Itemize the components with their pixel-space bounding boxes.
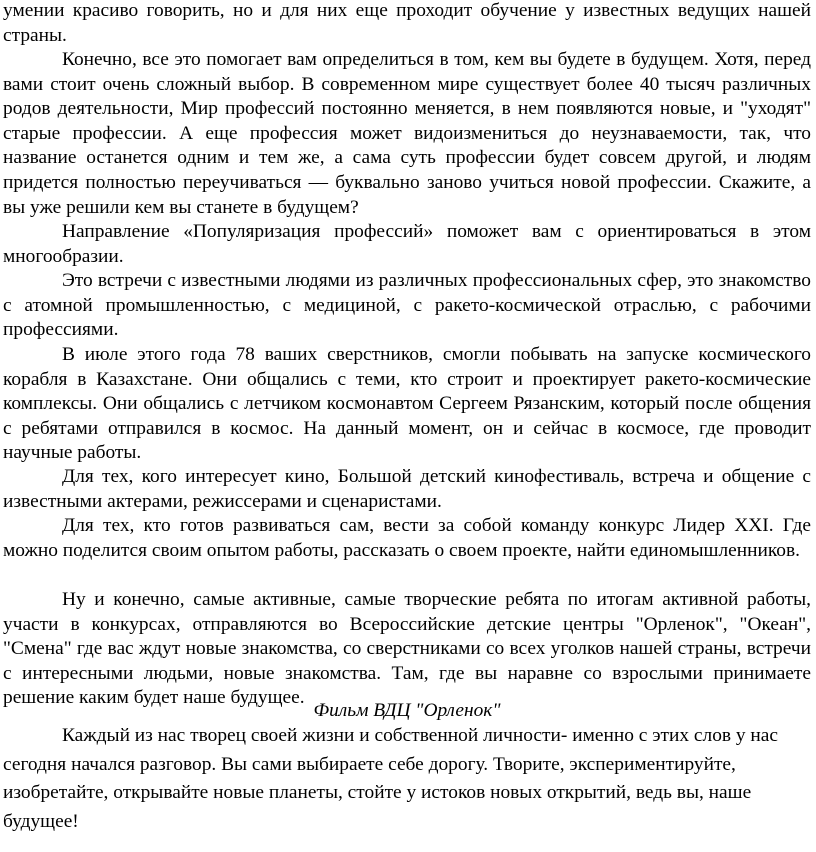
closing-paragraph: Каждый из нас творец своей жизни и собственной личности- именно с этих слов у нас сегодня начался разговор. Вы сами выбираете себе дорогу. Творите, экспериментируйте, изобретайте, открывайте новые планеты, стойте у истоков новых открытий, ведь вы, наше будущее! [3,725,779,832]
paragraph: умении красиво говорить, но и для них еще проходит обучение у известных ведущих нашей страны. [3,0,811,46]
paragraph: В июле этого года 78 ваших сверстников, смогли побывать на запуске космического корабля в Казахстане. Они общались с теми, кто строит и проектирует ракето-космические комплексы. Они общались с летчиком космонавтом Сергеем Рязанским, который после общения с ребятами отправился в космос. На данный момент, он и сейчас в космосе, где проводит научные работы. [3,344,811,464]
video-caption: Фильм ВДЦ "Орленок" [313,700,501,721]
paragraph: Для тех, кого интересует кино, Большой детский кинофестиваль, встреча и общение с известными актерами, режиссерами и сценаристами. [3,466,811,512]
paragraph: Это встречи с известными людями из различных профессиональных сфер, это знакомство с атомной промышленностью, с медициной, с ракето-космической отраслью, с рабочими профессиями. [3,270,811,341]
paragraph: Конечно, все это помогает вам определиться в том, кем вы будете в будущем. Хотя, перед вами стоит очень сложный выбор. В современном мире существует более 40 тысяч различных родов деятельности, Мир профессий постоянно меняется, в нем появляются новые, и "уходят" старые профессии. А еще профессия может видоизмениться до неузнаваемости, так, что название останется одним и тем же, а сама суть профессии будет совсем другой, и людям придется полностью переучиваться — буквально заново учиться новой профессии. Скажите, а вы уже решили кем вы станете в будущем? [3,49,811,218]
paragraph: Для тех, кто готов развиваться сам, вести за собой команду конкурс Лидер XXI. Где можно поделится своим опытом работы, рассказать о своем проекте, найти единомышленников. [3,515,811,561]
paragraph: Ну и конечно, самые активные, самые творческие ребята по итогам активной работы, участи в конкурсах, отправляются во Всероссийские детские центры "Орленок", "Океан", "Смена" где вас ждут новые знакомства, со сверстниками со всех уголков нашей страны, встречи с интересными людьми, новые знакомства. Там, где вы наравне со взрослыми принимаете решение каким будет наше будущее. [3,589,811,709]
paragraph: Направление «Популяризация профессий» поможет вам с ориентироваться в этом многообразии. [3,221,811,267]
